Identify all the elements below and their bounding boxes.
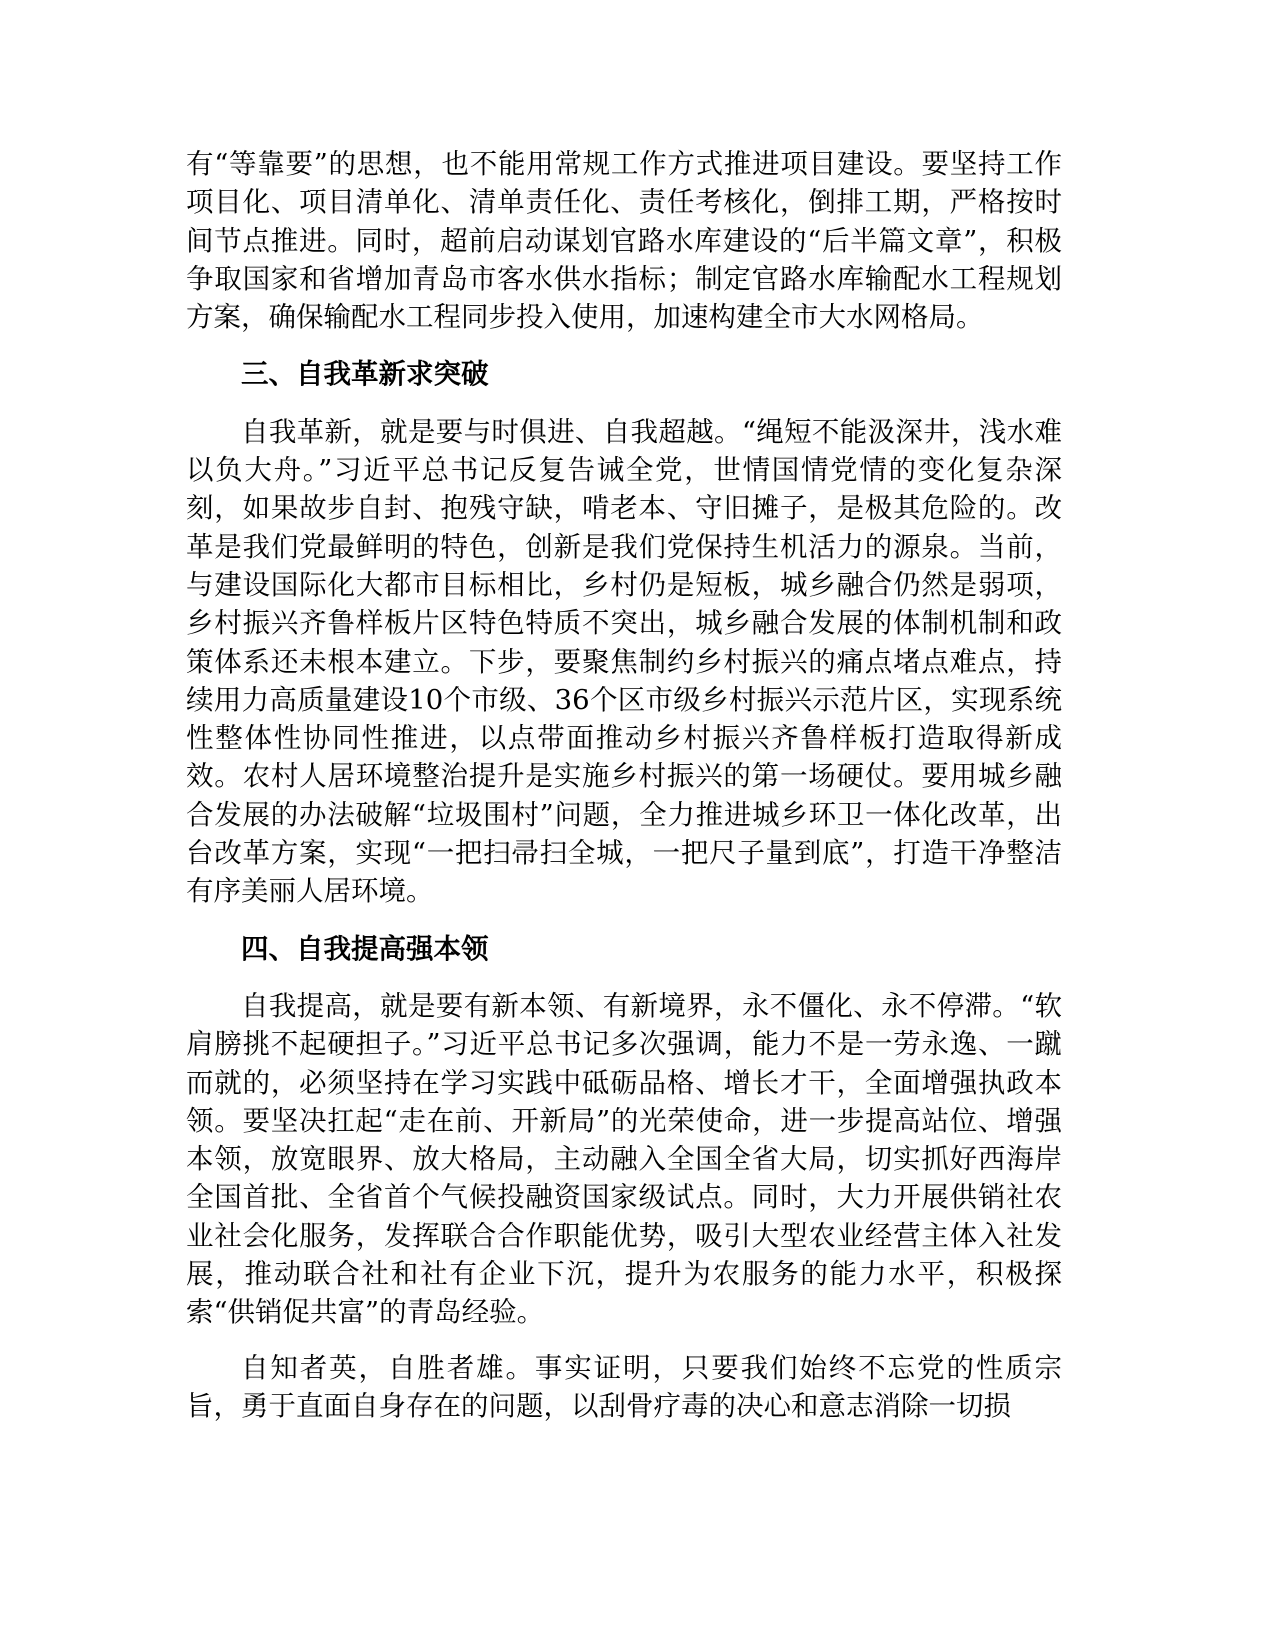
document-body — [186, 145, 1062, 1425]
paragraph-conclusion: 自知者英，自胜者雄。事实证明，只要我们始终不忘党的性质宗旨，勇于直面自身存在的问题，以刮骨疗毒的决心和意志消除一切损 — [186, 1351, 1062, 1422]
paragraph-section-4: 自我提高，就是要有新本领、有新境界，永不僵化、永不停滞。“软肩膀挑不起硬担子。”习近平总书记多次强调，能力不是一劳永逸、一蹴而就的，必须坚持在学习实践中砥砺品格、增长才干，全面增强执政本领。要坚决扛起“走在前、开新局”的光荣使命，进一步提高站位、增强本领，放宽眼界、放大格局，主动融入全国全省大局，切实抓好西海岸全国首批、全省首个气候投融资国家级试点。同时，大力开展供销社农业社会化服务，发挥联合合作职能优势，吸引大型农业经营主体入社发展，推动联合社和社有企业下沉，提升为农服务的能力水平，积极探索“供销促共富”的青岛经验。 — [186, 989, 1062, 1329]
section-heading-4: 四、自我提高强本领 — [241, 932, 489, 965]
paragraph-intro: 有“等靠要”的思想，也不能用常规工作方式推进项目建设。要坚持工作项目化、项目清单化、清单责任化、责任考核化，倒排工期，严格按时间节点推进。同时，超前启动谋划官路水库建设的“后半篇文章”，积极争取国家和省增加青岛市客水供水指标；制定官路水库输配水工程规划方案，确保输配水工程同步投入使用，加速构建全市大水网格局。 — [186, 148, 1062, 334]
paragraph-section-3: 自我革新，就是要与时俱进、自我超越。“绳短不能汲深井，浅水难以负大舟。”习近平总书记反复告诫全党，世情国情党情的变化复杂深刻，如果故步自封、抱残守缺，啃老本、守旧摊子，是极其危险的。改革是我们党最鲜明的特色，创新是我们党保持生机活力的源泉。当前，与建设国际化大都市目标相比，乡村仍是短板，城乡融合仍然是弱项，乡村振兴齐鲁样板片区特色特质不突出，城乡融合发展的体制机制和政策体系还未根本建立。下步，要聚焦制约乡村振兴的痛点堵点难点，持续用力高质量建设10个市级、36个区市级乡村振兴示范片区，实现系统性整体性协同性推进，以点带面推动乡村振兴齐鲁样板打造取得新成效。农村人居环境整治提升是实施乡村振兴的第一场硬仗。要用城乡融合发展的办法破解“垃圾围村”问题，全力推进城乡环卫一体化改革，出台改革方案，实现“一把扫帚扫全城，一把尺子量到底”，打造干净整洁有序美丽人居环境。 — [186, 415, 1062, 908]
section-heading-3: 三、自我革新求突破 — [241, 358, 489, 391]
